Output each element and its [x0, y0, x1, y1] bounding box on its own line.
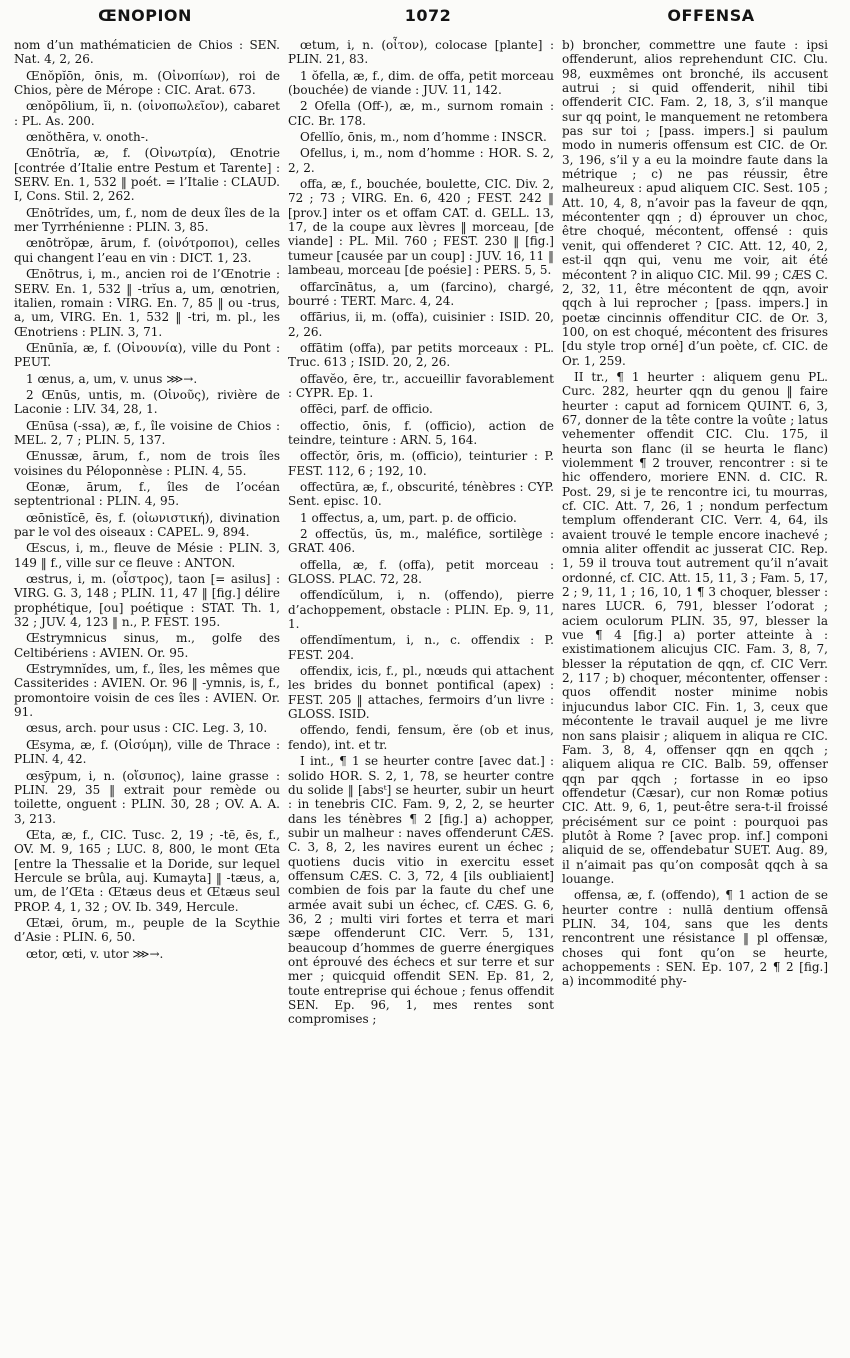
dictionary-entry: œōnistĭcē, ēs, f. (οἰωνιστική), divination par le vol des oiseaux : CAPEL. 9, 894. — [14, 510, 280, 539]
dictionary-entry: offēci, parf. de officio. — [300, 402, 433, 417]
dictionary-entry: Œstrymnicus sinus, m., golfe des Celtibériens : AVIEN. Or. 95. — [14, 631, 280, 660]
dictionary-entry: offella, æ, f. (offa), petit morceau : GLOSS. PLAC. 72, 28. — [288, 557, 554, 587]
dictionary-entry: Œstrymnĭdes, um, f., îles, les mêmes que Cassiterides : AVIEN. Or. 96 ‖ -ymnis, is, f., promontoire voisin de ces îles : AVIEN. Or. 91. — [14, 662, 280, 720]
dictionary-entry: Ofellĭo, ōnis, m., nom d’homme : INSCR. — [300, 130, 547, 145]
dictionary-entry: Œonæ, ārum, f., îles de l’océan septentrional : PLIN. 4, 95. — [14, 479, 280, 509]
entry-continuation: nom d’un mathématicien de Chios : SEN. Nat. 4, 2, 26. — [14, 38, 280, 67]
entry-continuation: b) broncher, commettre une faute : ipsi offenderunt, alios reprehendunt CIC. Clu. 98, euxmêmes ont bronché, ils accusent autrui ; si quid offenderit, nihil tibi offenderit CIC. Fam. 2, 18, 3, s’il manque sur qq point, le manquement ne retombera pas sur toi ; [pass. impers.] si paulum modo in numeris offensum est CIC. de Or. 3, 196, s’il y a eu la moindre faute dans la métrique ; c) ne pas réussir, être malheureux : apud aliquem CIC. Sest. 105 ; Att. 10, 4, 8, n’avoir pas la faveur de qqn, mécontenter qqn ; d) éprouver un choc, être choqué, mécontent, offensé : quis venit, qui offenderet ? CIC. Att. 12, 40, 2, est-il qqn qui, venu me voir, ait été mécontent ? in aliquo CIC. Mil. 99 ; CÆS C. 2, 32, 11, être mécontent de qqn, avoir qqch à lui reprocher ; [pass. impers.] in poetæ cincinnis offenditur CIC. de Or. 3, 100, on est choqué, mécontent des frisures [du style trop orné] d’un poète, cf. CIC. de Or. 1, 259. — [562, 38, 828, 368]
text-columns — [14, 38, 842, 1029]
dictionary-entry: offectūra, æ, f., obscurité, ténèbres : CYP. Sent. episc. 10. — [288, 479, 554, 509]
dictionary-entry: œsȳpum, i, n. (οἴσυπος), laine grasse : PLIN. 29, 35 ‖ extrait pour remède ou toilette, onguent : PLIN. 30, 28 ; OV. A. A. 3, 213. — [14, 768, 280, 826]
dictionary-entry: offārius, ii, m. (offa), cuisinier : ISID. 20, 2, 26. — [288, 310, 554, 339]
dictionary-entry: 2 Ofella (Off-), æ, m., surnom romain : CIC. Br. 178. — [288, 99, 554, 128]
column-3 — [562, 38, 828, 1029]
dictionary-entry: œtor, œti, v. utor ⋙→. — [26, 946, 164, 961]
column-1 — [14, 38, 280, 1029]
dictionary-entry: œtum, i, n. (οἶτον), colocase [plante] : PLIN. 21, 83. — [288, 38, 554, 67]
dictionary-entry: 1 œnus, a, um, v. unus ⋙→. — [26, 371, 198, 386]
dictionary-entry: Œnussæ, ārum, f., nom de trois îles voisines du Péloponnèse : PLIN. 4, 55. — [14, 449, 280, 478]
dictionary-entry: Œsyma, æ, f. (Οἰσύμη), ville de Thrace : PLIN. 4, 42. — [14, 737, 280, 767]
dictionary-entry: œsus, arch. pour usus : CIC. Leg. 3, 10. — [26, 721, 268, 736]
right-guide-word: OFFENSA — [667, 6, 755, 25]
dictionary-entry: Œnūnĭa, æ, f. (Οἰνουνία), ville du Pont : PEUT. — [14, 340, 280, 370]
dictionary-entry: offectŏr, ōris, m. (officio), teinturier : P. FEST. 112, 6 ; 192, 10. — [288, 449, 554, 478]
dictionary-entry: Œnŏpĭōn, ōnis, m. (Οἰνοπίων), roi de Chios, père de Mérope : CIC. Arat. 673. — [14, 68, 280, 98]
page-number: 1072 — [404, 6, 452, 25]
dictionary-entry: offendo, fendi, fensum, ĕre (ob et inus, fendo), int. et tr. — [288, 723, 554, 752]
dictionary-entry: œnŏthēra, v. onoth-. — [26, 130, 149, 145]
entry-subsection: I int., ¶ 1 se heurter contre [avec dat.] : solido HOR. S. 2, 1, 78, se heurter contre du solide ‖ [absᵗ] se heurter, subir un heurt : in tenebris CIC. Fam. 9, 2, 2, se heurter dans les ténèbres ¶ 2 [fig.] a) achopper, subir un malheur : naves offenderunt CÆS. C. 3, 8, 2, les navires eurent un échec ; quotiens ducis vitio in exercitu esset offensum CÆS. C. 3, 72, 4 [ils oubliaient] combien de fois par la faute du chef une armée avait subi un échec, cf. CÆS. G. 6, 36, 2 ; multi viri fortes et terra et mari sæpe offenderunt CIC. Verr. 5, 131, beaucoup d’hommes de guerre énergiques ont éprouvé des échecs et sur terre et sur mer ; quicquid offendit SEN. Ep. 81, 2, toute entreprise qui échoue ; fenus offendit SEN. Ep. 96, 1, mes rentes sont compromises ; — [288, 754, 554, 1027]
left-guide-word: ŒNOPION — [98, 6, 192, 25]
dictionary-entry: offātim (offa), par petits morceaux : PL. Truc. 613 ; ISID. 20, 2, 26. — [288, 340, 554, 370]
dictionary-entry: œnŏpōlium, ĭi, n. (οἰνοπωλεῖον), cabaret : PL. As. 200. — [14, 99, 280, 128]
dictionary-entry: offarcīnātus, a, um (farcino), chargé, bourré : TERT. Marc. 4, 24. — [288, 279, 554, 308]
dictionary-entry: 2 Œnūs, untis, m. (Οἰνοῦς), rivière de Laconie : LIV. 34, 28, 1. — [14, 387, 280, 417]
dictionary-entry: offavĕo, ēre, tr., accueillir favorablement : CYPR. Ep. 1. — [288, 371, 554, 400]
dictionary-entry: 1 ŏfella, æ, f., dim. de offa, petit morceau (bouchée) de viande : JUV. 11, 142. — [288, 68, 554, 98]
dictionary-entry: œstrus, i, m. (οἶστρος), taon [= asilus] : VIRG. G. 3, 148 ; PLIN. 11, 47 ‖ [fig.] délire prophétique, [ou] poétique : STAT. Th. 1, 32 ; JUV. 4, 123 ‖ n., P. FEST. 195. — [14, 572, 280, 630]
dictionary-entry: œnōtrŏpæ, ārum, f. (οἰνότροποι), celles qui changent l’eau en vin : DICT. 1, 23. — [14, 236, 280, 265]
dictionary-entry: offa, æ, f., bouchée, boulette, CIC. Div. 2, 72 ; 73 ; VIRG. En. 6, 420 ; FEST. 242 ‖ [prov.] inter os et offam CAT. d. GELL. 13, 17, de la coupe aux lèvres ‖ morceau, [de viande] : PL. Mil. 760 ; FEST. 230 ‖ [fig.] tumeur [causée par un coup] : JUV. 16, 11 ‖ lambeau, morceau [de poésie] : PERS. 5, 5. — [288, 177, 554, 278]
dictionary-entry: 1 offectus, a, um, part. p. de officio. — [300, 510, 517, 525]
dictionary-entry: Œnūsa (-ssa), æ, f., île voisine de Chios : MEL. 2, 7 ; PLIN. 5, 137. — [14, 418, 280, 447]
dictionary-entry: Œtæi, ōrum, m., peuple de la Scythie d’Asie : PLIN. 6, 50. — [14, 915, 280, 945]
page-header — [14, 6, 842, 36]
dictionary-entry: Œta, æ, f., CIC. Tusc. 2, 19 ; -tē, ēs, f., OV. M. 9, 165 ; LUC. 8, 800, le mont Œta [entre la Thessalie et la Doride, sur lequel Hercule se brûla, auj. Kumayta] ‖ -tæus, a, um, de l’Œta : Œtæus deus et Œtæus seul PROP. 4, 1, 32 ; OV. Ib. 349, Hercule. — [14, 827, 280, 914]
entry-subsection: II tr., ¶ 1 heurter : aliquem genu PL. Curc. 282, heurter qqn du genou ‖ faire heurter : caput ad fornicem QUINT. 6, 3, 67, donner de la tête contre la voûte ; latus vehementer offendit CIC. Clu. 175, il heurta son flanc (il se heurta le flanc) violemment ¶ 2 trouver, rencontrer : si te hic offendero, moriere ENN. d. CIC. R. Post. 29, si je te rencontre ici, tu mourras, cf. CIC. Att. 7, 26, 1 ; nondum perfectum templum offenderant CIC. Verr. 4, 64, ils avaient trouvé le temple encore inachevé ; omnia aliter offendit ac jusserat CIC. Rep. 1, 59 il trouva tout autrement qu’il n’avait ordonné, cf. CIC. Att. 15, 11, 3 ; Fam. 5, 17, 2 ; 9, 11, 1 ; 16, 10, 1 ¶ 3 choquer, blesser : nares LUCR. 6, 791, blesser l’odorat ; aciem oculorum PLIN. 35, 97, blesser la vue ¶ 4 [fig.] a) porter atteinte à : existimationem alicujus CIC. Fam. 3, 8, 7, blesser la réputation de qqn, cf. CIC Verr. 2, 117 ; b) choquer, mécontenter, offenser : quos offendit noster minime nobis injucundus labor CIC. Fin. 1, 3, ceux que mécontente le travail auquel je me livre non sans plaisir ; aliquem in aliqua re CIC. Fam. 3, 8, 4, offenser qqn en qqch ; aliquem aliqua re CIC. Balb. 59, offenser qqn par qqch ; fortasse in eo ipso offendetur (Cæsar), cur non Romæ potius CIC. Att. 9, 6, 1, peut-être sera-t-il froissé précisément sur ce point : pourquoi pas plutôt à Rome ? [avec prop. inf.] componi aliquid de se, offendebatur SUET. Aug. 89, il n’aimait pas qu’on composât qqch à sa louange. — [562, 369, 828, 886]
dictionary-entry: offendĭmentum, i, n., c. offendix : P. FEST. 204. — [288, 633, 554, 662]
dictionary-entry: Ofellus, i, m., nom d’homme : HOR. S. 2, 2, 2. — [288, 146, 554, 175]
dictionary-entry: offensa, æ, f. (offendo), ¶ 1 action de se heurter contre : nullā dentium offensā PLIN. 34, 104, sans que les dents rencontrent une résistance ‖ pl offensæ, choses qui font qu’on se heurte, achoppements : SEN. Ep. 107, 2 ¶ 2 [fig.] a) incommodité phy- — [562, 888, 828, 989]
dictionary-entry: Œnōtrĭdes, um, f., nom de deux îles de la mer Tyrrhénienne : PLIN. 3, 85. — [14, 205, 280, 235]
dictionary-entry: offendĭcŭlum, i, n. (offendo), pierre d’achoppement, obstacle : PLIN. Ep. 9, 11, 1. — [288, 588, 554, 632]
dictionary-entry: 2 offectŭs, ūs, m., maléfice, sortilège : GRAT. 406. — [288, 527, 554, 556]
dictionary-entry: Œnōtrus, i, m., ancien roi de l’Œnotrie : SERV. En. 1, 532 ‖ -trĭus a, um, œnotrien, italien, romain : VIRG. En. 7, 85 ‖ ou -trus, a, um, VIRG. En. 1, 532 ‖ -tri, m. pl., les Œnotriens : PLIN. 3, 71. — [14, 267, 280, 339]
dictionary-entry: offectio, ōnis, f. (officio), action de teindre, teinture : ARN. 5, 164. — [288, 418, 554, 447]
column-2 — [288, 38, 554, 1029]
dictionary-entry: offendix, icis, f., pl., nœuds qui attachent les brides du bonnet pontifical (apex) : FEST. 205 ‖ attaches, fermoirs d’un livre : GLOSS. ISID. — [288, 664, 554, 722]
dictionary-entry: Œnōtrĭa, æ, f. (Οἰνωτρία), Œnotrie [contrée d’Italie entre Pestum et Tarente] : SERV. En. 1, 532 ‖ poét. = l’Italie : CLAUD. I, Cons. Stil. 2, 262. — [14, 146, 280, 204]
dictionary-entry: Œscus, i, m., fleuve de Mésie : PLIN. 3, 149 ‖ f., ville sur ce fleuve : ANTON. — [14, 541, 280, 570]
